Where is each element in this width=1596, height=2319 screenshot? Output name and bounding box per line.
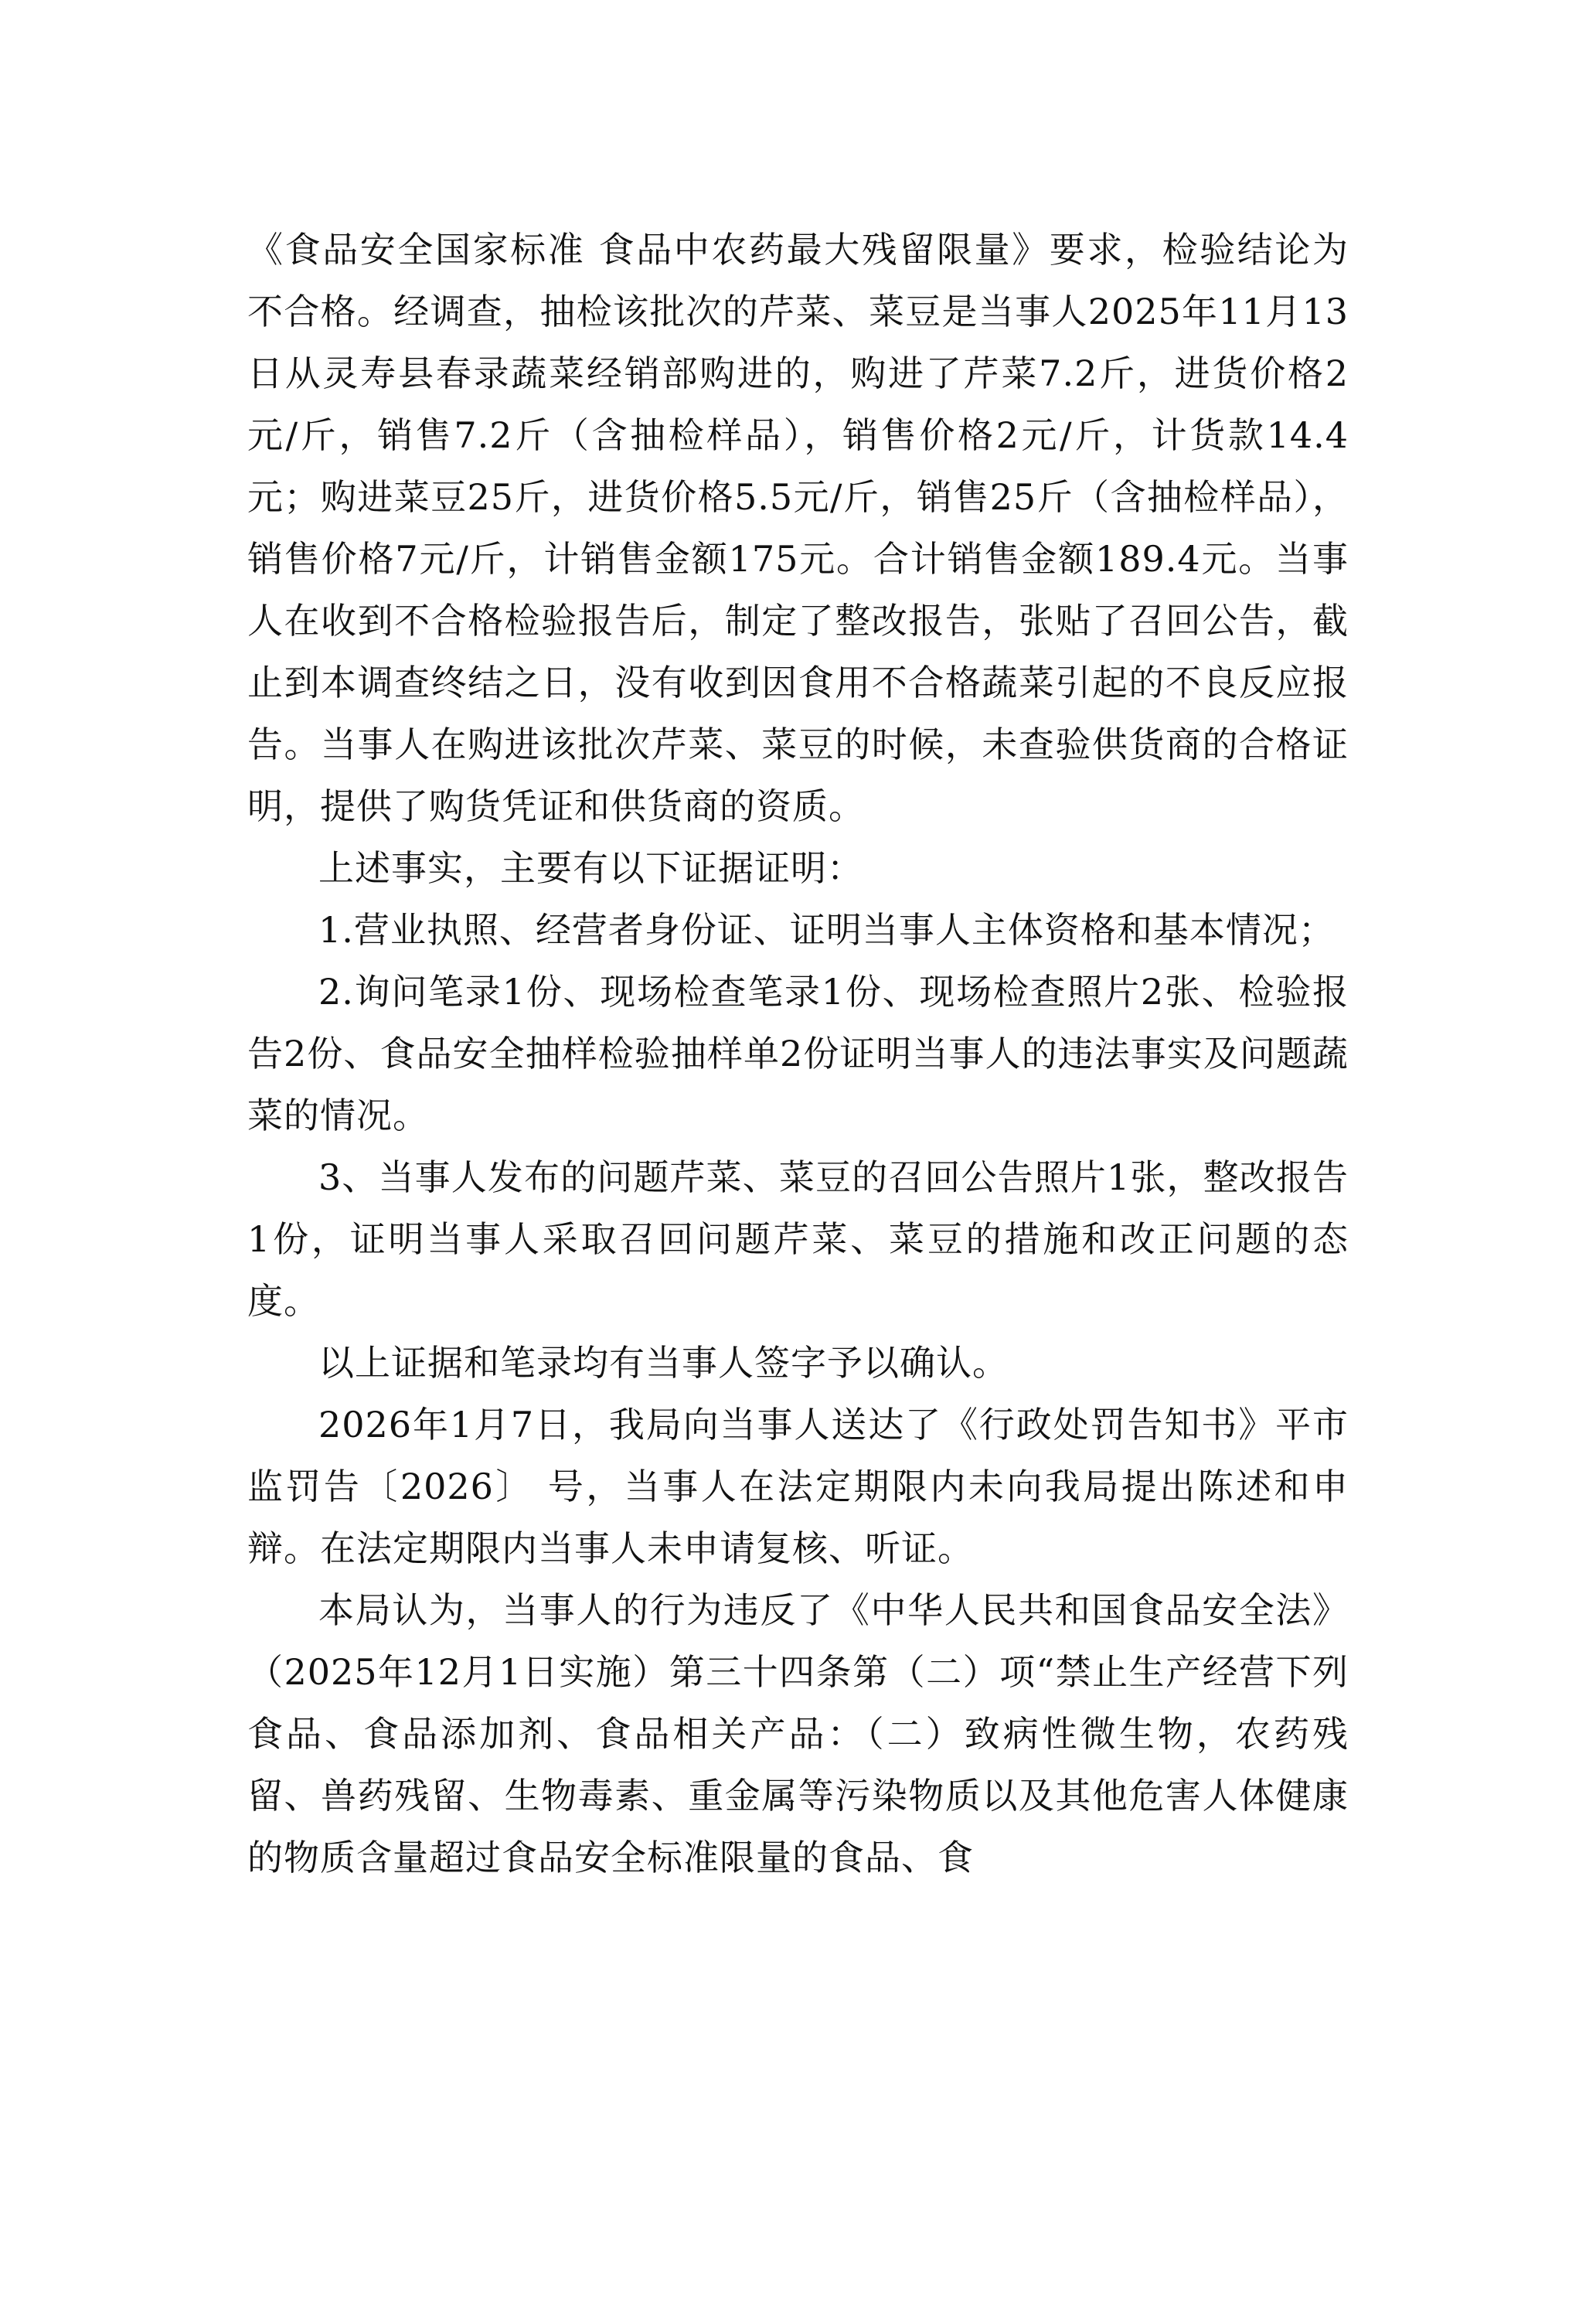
paragraph-inspection-findings: 《食品安全国家标准 食品中农药最大残留限量》要求，检验结论为不合格。经调查，抽检该批次的芹菜、菜豆是当事人2025年11月13日从灵寿县春录蔬菜经销部购进的，购进了芹菜7.2斤，进货价格2元/斤，销售7.2斤（含抽检样品），销售价格2元/斤，计货款14.4元；购进菜豆25斤，进货价格5.5元/斤，销售25斤（含抽检样品），销售价格7元/斤，计销售金额175元。合计销售金额189.4元。当事人在收到不合格检验报告后，制定了整改报告，张贴了召回公告，截止到本调查终结之日，没有收到因食用不合格蔬菜引起的不良反应报告。当事人在购进该批次芹菜、菜豆的时候，未查验供货商的合格证明，提供了购货凭证和供货商的资质。 <box>247 229 1349 827</box>
paragraph-evidence-1: 1.营业执照、经营者身份证、证明当事人主体资格和基本情况； <box>318 909 1335 951</box>
document-body <box>247 219 1349 1888</box>
paragraph-evidence-intro: 上述事实，主要有以下证据证明： <box>318 847 863 889</box>
paragraph-legal-finding: 本局认为，当事人的行为违反了《中华人民共和国食品安全法》（2025年12月1日实施）第三十四条第（二）项“禁止生产经营下列食品、食品添加剂、食品相关产品：（二）致病性微生物，农药残留、兽药残留、生物毒素、重金属等污染物质以及其他危害人体健康的物质含量超过食品安全标准限量的食品、食 <box>247 1589 1349 1878</box>
paragraph-confirmation: 以上证据和笔录均有当事人签字予以确认。 <box>318 1342 1009 1384</box>
paragraph-evidence-2: 2.询问笔录1份、现场检查笔录1份、现场检查照片2张、检验报告2份、食品安全抽样检验抽样单2份证明当事人的违法事实及问题蔬菜的情况。 <box>247 971 1349 1136</box>
paragraph-notice-delivery: 2026年1月7日，我局向当事人送达了《行政处罚告知书》平市监罚告〔2026〕 号，当事人在法定期限内未向我局提出陈述和申辩。在法定期限内当事人未申请复核、听证。 <box>247 1404 1349 1569</box>
paragraph-evidence-3: 3、当事人发布的问题芹菜、菜豆的召回公告照片1张，整改报告1份，证明当事人采取召回问题芹菜、菜豆的措施和改正问题的态度。 <box>247 1156 1349 1322</box>
